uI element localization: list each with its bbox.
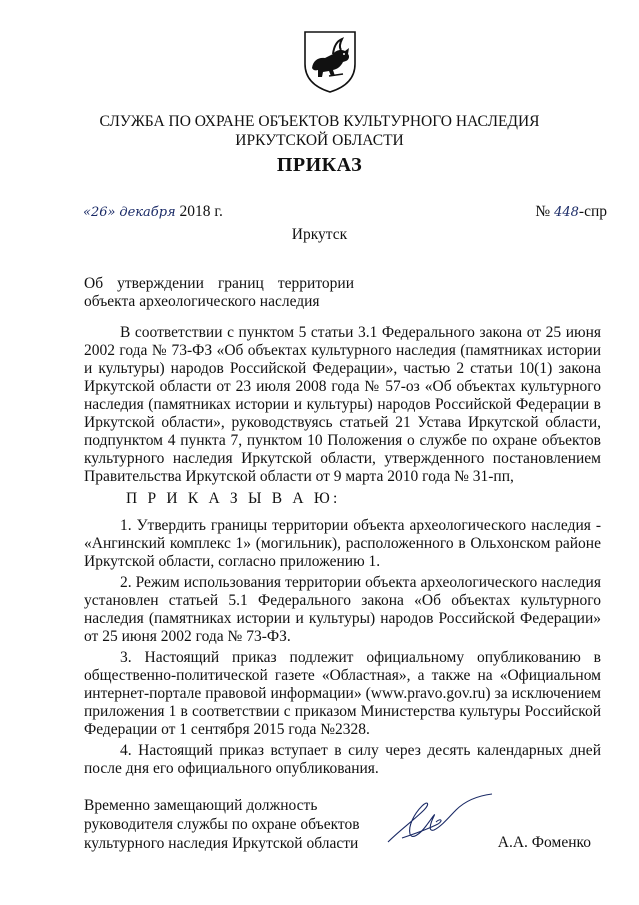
date-month: декабря: [119, 205, 176, 220]
date-close-quote: »: [107, 205, 116, 220]
org-name-line2: ИРКУТСКОЙ ОБЛАСТИ: [235, 132, 404, 149]
order-word: П Р И К А З Ы В А Ю:: [126, 490, 341, 507]
order-item-1: 1. Утвердить границы территории объекта археологического наследия - «Ангинский комплекс 1» (могильник), расположенного в Ольхонском районе Иркутской области, согласно приложению 1.: [84, 517, 601, 570]
order-item-4: 4. Настоящий приказ вступает в силу через десять календарных дней после дня его официального опубликования.: [84, 742, 601, 777]
order-item-3: 3. Настоящий приказ подлежит официальному опубликованию в общественно-политической газете «Областная», а также на «Официальном интернет-портале правовой информации» (www.pravo.gov.ru) за исключением приложения 1 в соответствии с приказом Министерства культуры Российской Федерации от 1 сентября 2015 года №2328.: [84, 649, 601, 738]
position-line1: Временно замещающий должность: [84, 797, 318, 814]
order-number: [535, 203, 607, 221]
number-suffix: -спр: [578, 203, 607, 220]
signatory-position: [84, 796, 360, 853]
preamble-paragraph: В соответствии с пунктом 5 статьи 3.1 Федерального закона от 25 июня 2002 года № 73-ФЗ «Об объектах культурного наследия (памятниках истории и культуры) народов Российской Федерации», частью 2 статьи 10(1) закона Иркутской области от 23 июля 2008 года № 57-оз «Об объектах культурного наследия (памятниках истории и культуры) народов Российской Федерации в Иркутской области», руководствуясь статьей 21 Устава Иркутской области, подпунктом 4 пункта 7, пунктом 10 Положения о службе по охране объектов культурного наследия Иркутской области, утвержденного постановлением Правительства Иркутской области от 9 марта 2010 года № 31-пп,: [84, 324, 601, 485]
number-value: 448: [554, 205, 579, 220]
position-line3: культурного наследия Иркутской области: [84, 835, 359, 852]
doc-type-title: ПРИКАЗ: [276, 154, 363, 176]
order-subject: [84, 275, 354, 311]
subject-line1: Об утверждении границ территории: [84, 275, 354, 292]
handwritten-signature: [380, 790, 500, 850]
signer-name: А.А. Фоменко: [497, 834, 591, 851]
date-day: 26: [90, 205, 108, 220]
order-date: [83, 203, 223, 221]
city: Иркутск: [291, 226, 348, 243]
position-line2: руководителя службы по охране объектов: [84, 816, 360, 833]
coat-of-arms-icon: [303, 30, 357, 94]
date-open-quote: «: [83, 205, 91, 220]
subject-line2: объекта археологического наследия: [84, 293, 320, 310]
date-year: 2018 г.: [179, 203, 223, 220]
org-name-line1: СЛУЖБА ПО ОХРАНЕ ОБЪЕКТОВ КУЛЬТУРНОГО НАСЛЕДИЯ: [99, 113, 540, 130]
number-prefix: №: [535, 203, 551, 220]
order-item-2: 2. Режим использования территории объекта археологического наследия установлен статьей 5.1 Федерального закона «Об объектах культурного наследия (памятниках истории и культуры) народов Российской Федерации» от 25 июня 2002 года № 73-ФЗ.: [84, 574, 601, 645]
